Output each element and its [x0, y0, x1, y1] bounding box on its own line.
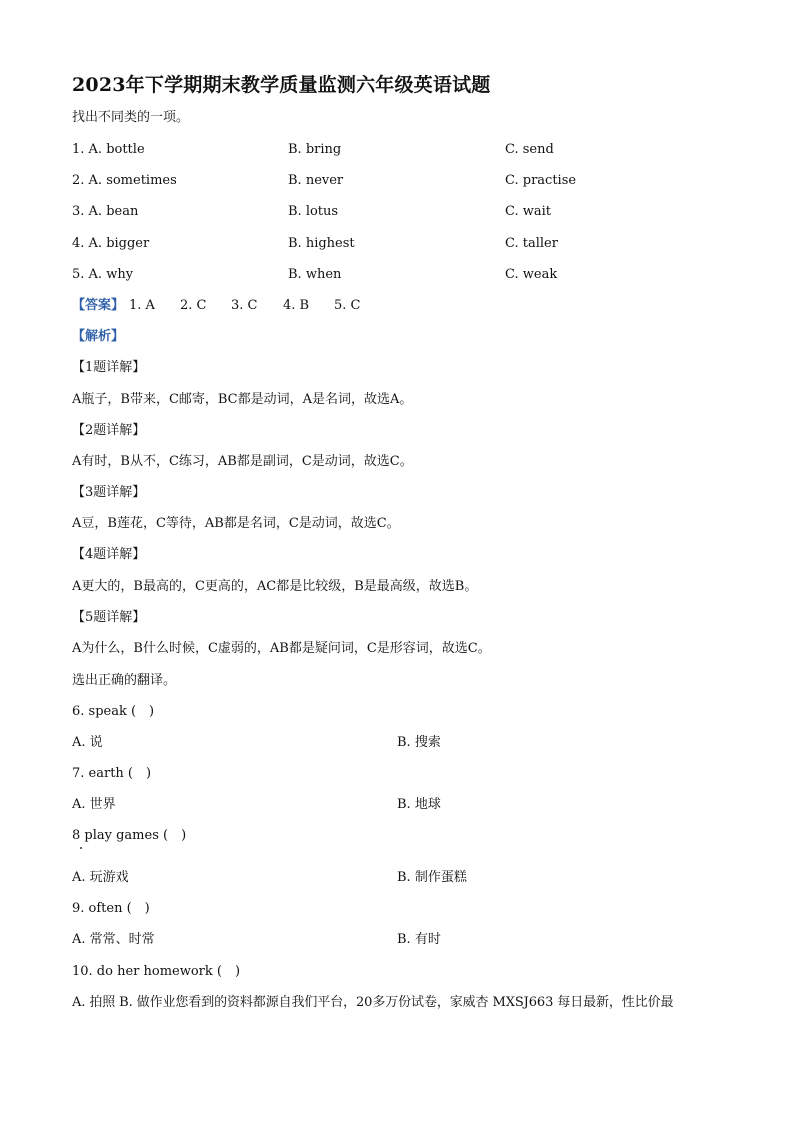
q2-option-a: 2. A. sometimes [72, 173, 177, 188]
q5-option-a: 5. A. why [72, 267, 134, 282]
answer-3: 3. C [231, 298, 258, 313]
detail-2-text: A有时，B从不，C练习，AB都是副词，C是动词，故选C。 [72, 454, 413, 469]
q8-text: 8 play games ( ) [72, 828, 187, 843]
page-title: 2023年下学期期末教学质量监测六年级英语试题 [72, 74, 491, 96]
detail-5-label: 【5题详解】 [72, 610, 146, 625]
detail-2-label: 【2题详解】 [72, 423, 146, 438]
q10-options: A. 拍照 B. 做作业您看到的资料都源自我们平台，20多万份试卷，家威杏 MXSJ663 每日最新，性比价最 [72, 995, 674, 1010]
q7-option-a: A. 世界 [72, 797, 116, 812]
q4-option-c: C. taller [505, 236, 558, 251]
detail-1-label: 【1题详解】 [72, 360, 146, 375]
detail-4-text: A更大的，B最高的，C更高的，AC都是比较级，B是最高级，故选B。 [72, 579, 478, 594]
detail-4-label: 【4题详解】 [72, 547, 146, 562]
q2-option-b: B. never [288, 173, 344, 188]
answer-2: 2. C [180, 298, 207, 313]
q9-option-a: A. 常常、时常 [72, 932, 155, 947]
q9-option-b: B. 有时 [397, 932, 441, 947]
q7-text: 7. earth ( ) [72, 766, 152, 781]
q8-option-a: A. 玩游戏 [72, 870, 129, 885]
detail-3-label: 【3题详解】 [72, 485, 146, 500]
detail-3-text: A豆，B莲花，C等待，AB都是名词，C是动词，故选C。 [72, 516, 400, 531]
q4-option-a: 4. A. bigger [72, 236, 150, 251]
answer-label: 【答案】 [72, 298, 125, 313]
answer-1: 1. A [129, 298, 155, 313]
q4-option-b: B. highest [288, 236, 355, 251]
q6-text: 6. speak ( ) [72, 704, 155, 719]
detail-1-text: A瓶子，B带来，C邮寄，BC都是动词，A是名词，故选A。 [72, 392, 413, 407]
section1-instruction: 找出不同类的一项。 [72, 110, 190, 125]
q2-option-c: C. practise [505, 173, 577, 188]
q1-option-b: B. bring [288, 142, 342, 157]
answer-5: 5. C [334, 298, 361, 313]
section2-instruction: 选出正确的翻译。 [72, 673, 177, 688]
q8-dot-mark [80, 847, 82, 849]
q6-option-b: B. 搜索 [397, 735, 441, 750]
q3-option-a: 3. A. bean [72, 204, 139, 219]
q3-option-b: B. lotus [288, 204, 339, 219]
q5-option-c: C. weak [505, 267, 558, 282]
q8-option-b: B. 制作蛋糕 [397, 870, 467, 885]
q1-option-a: 1. A. bottle [72, 142, 145, 157]
q9-text: 9. often ( ) [72, 901, 150, 916]
q10-text: 10. do her homework ( ) [72, 964, 241, 979]
detail-5-text: A为什么，B什么时候，C虚弱的，AB都是疑问词，C是形容词，故选C。 [72, 641, 491, 656]
q5-option-b: B. when [288, 267, 342, 282]
analysis-label: 【解析】 [72, 329, 125, 344]
q7-option-b: B. 地球 [397, 797, 441, 812]
q1-option-c: C. send [505, 142, 554, 157]
q6-option-a: A. 说 [72, 735, 103, 750]
q3-option-c: C. wait [505, 204, 552, 219]
answer-4: 4. B [283, 298, 310, 313]
